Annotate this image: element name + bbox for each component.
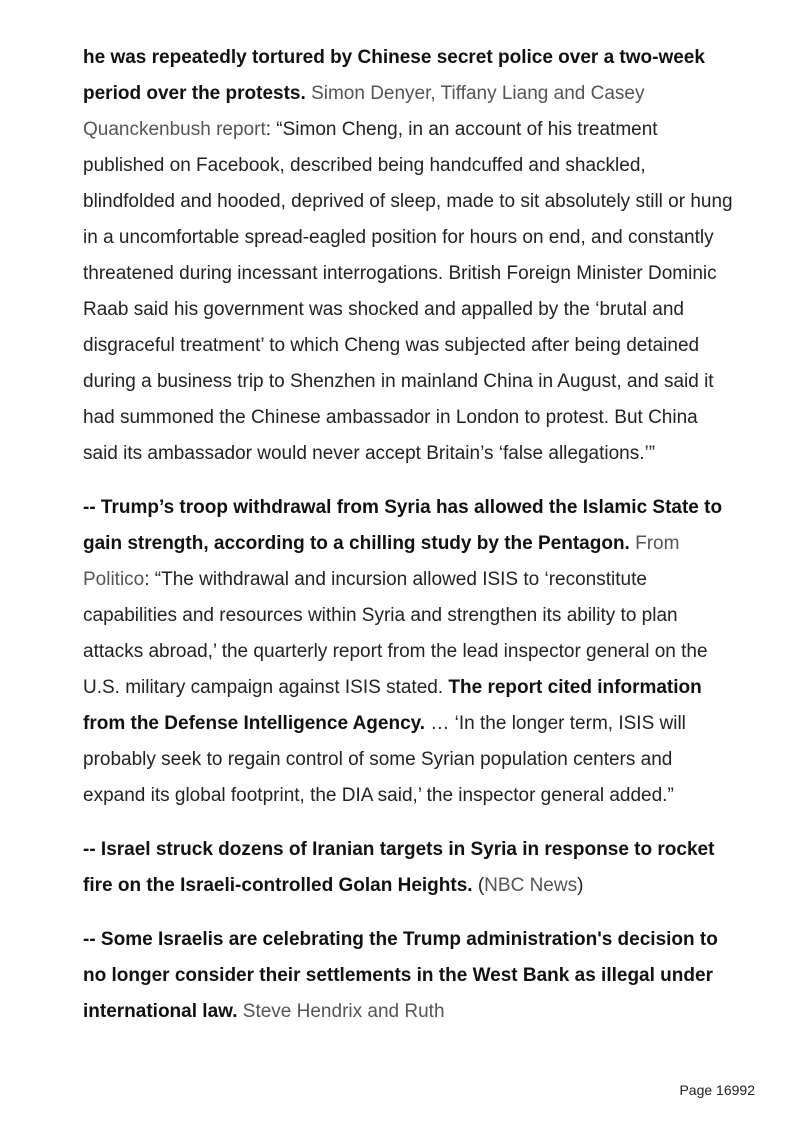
paragraph-hong-kong	[83, 40, 733, 472]
article-body	[83, 40, 733, 1048]
paragraph-headline: he was repeatedly tortured by Chinese secret police over a two-week period over the protests.	[83, 47, 705, 104]
paragraph-text-continued: … ‘In the longer term, ISIS will probably seek to regain control of some Syrian population centers and expand its global footprint, the DIA said,’ the inspector general added.”	[83, 713, 686, 806]
source-link[interactable]: NBC News	[484, 875, 578, 896]
paragraph-headline: -- Trump’s troop withdrawal from Syria has allowed the Islamic State to gain strength, according to a chilling study by the Pentagon.	[83, 497, 723, 554]
paragraph-syria-withdrawal	[83, 490, 733, 814]
paragraph-text: : “Simon Cheng, in an account of his treatment published on Facebook, described being handcuffed and shackled, blindfolded and hooded, deprived of sleep, made to sit absolutely still or hung in a uncomfortable spread-eagled position for hours on end, and constantly threatened during incessant interrogations. British Foreign Minister Dominic Raab said his government was shocked and appalled by the ‘brutal and disgraceful treatment’ to which Cheng was subjected after being detained during a business trip to Shenzhen in mainland China in August, and said it had summoned the Chinese ambassador in London to protest. But China said its ambassador would never accept Britain’s ‘false allegations.’”	[83, 119, 733, 464]
source-link[interactable]: From Politico	[83, 533, 680, 590]
source-link[interactable]: Simon Denyer, Tiffany Liang and Casey Quanckenbush report	[83, 83, 645, 140]
paragraph-headline: -- Israel struck dozens of Iranian targets in Syria in response to rocket fire on the Israeli-controlled Golan Heights.	[83, 839, 715, 896]
page-number: Page 16992	[679, 1082, 755, 1098]
paren-open: (	[472, 875, 485, 896]
paragraph-settlements	[83, 922, 733, 1030]
paragraph-israel-strikes	[83, 832, 733, 904]
source-link[interactable]: Steve Hendrix and Ruth	[242, 1001, 445, 1022]
paragraph-headline: -- Some Israelis are celebrating the Trump administration's decision to no longer consider their settlements in the West Bank as illegal under international law.	[83, 929, 718, 1022]
paragraph-emphasis: The report cited information from the Defense Intelligence Agency.	[83, 677, 702, 734]
paren-close: )	[577, 875, 584, 896]
paragraph-text: : “The withdrawal and incursion allowed ISIS to ‘reconstitute capabilities and resources within Syria and strengthen its ability to plan attacks abroad,’ the quarterly report from the lead inspector general on the U.S. military campaign against ISIS stated.	[83, 569, 708, 698]
page-bottom-margin	[0, 1086, 794, 1123]
